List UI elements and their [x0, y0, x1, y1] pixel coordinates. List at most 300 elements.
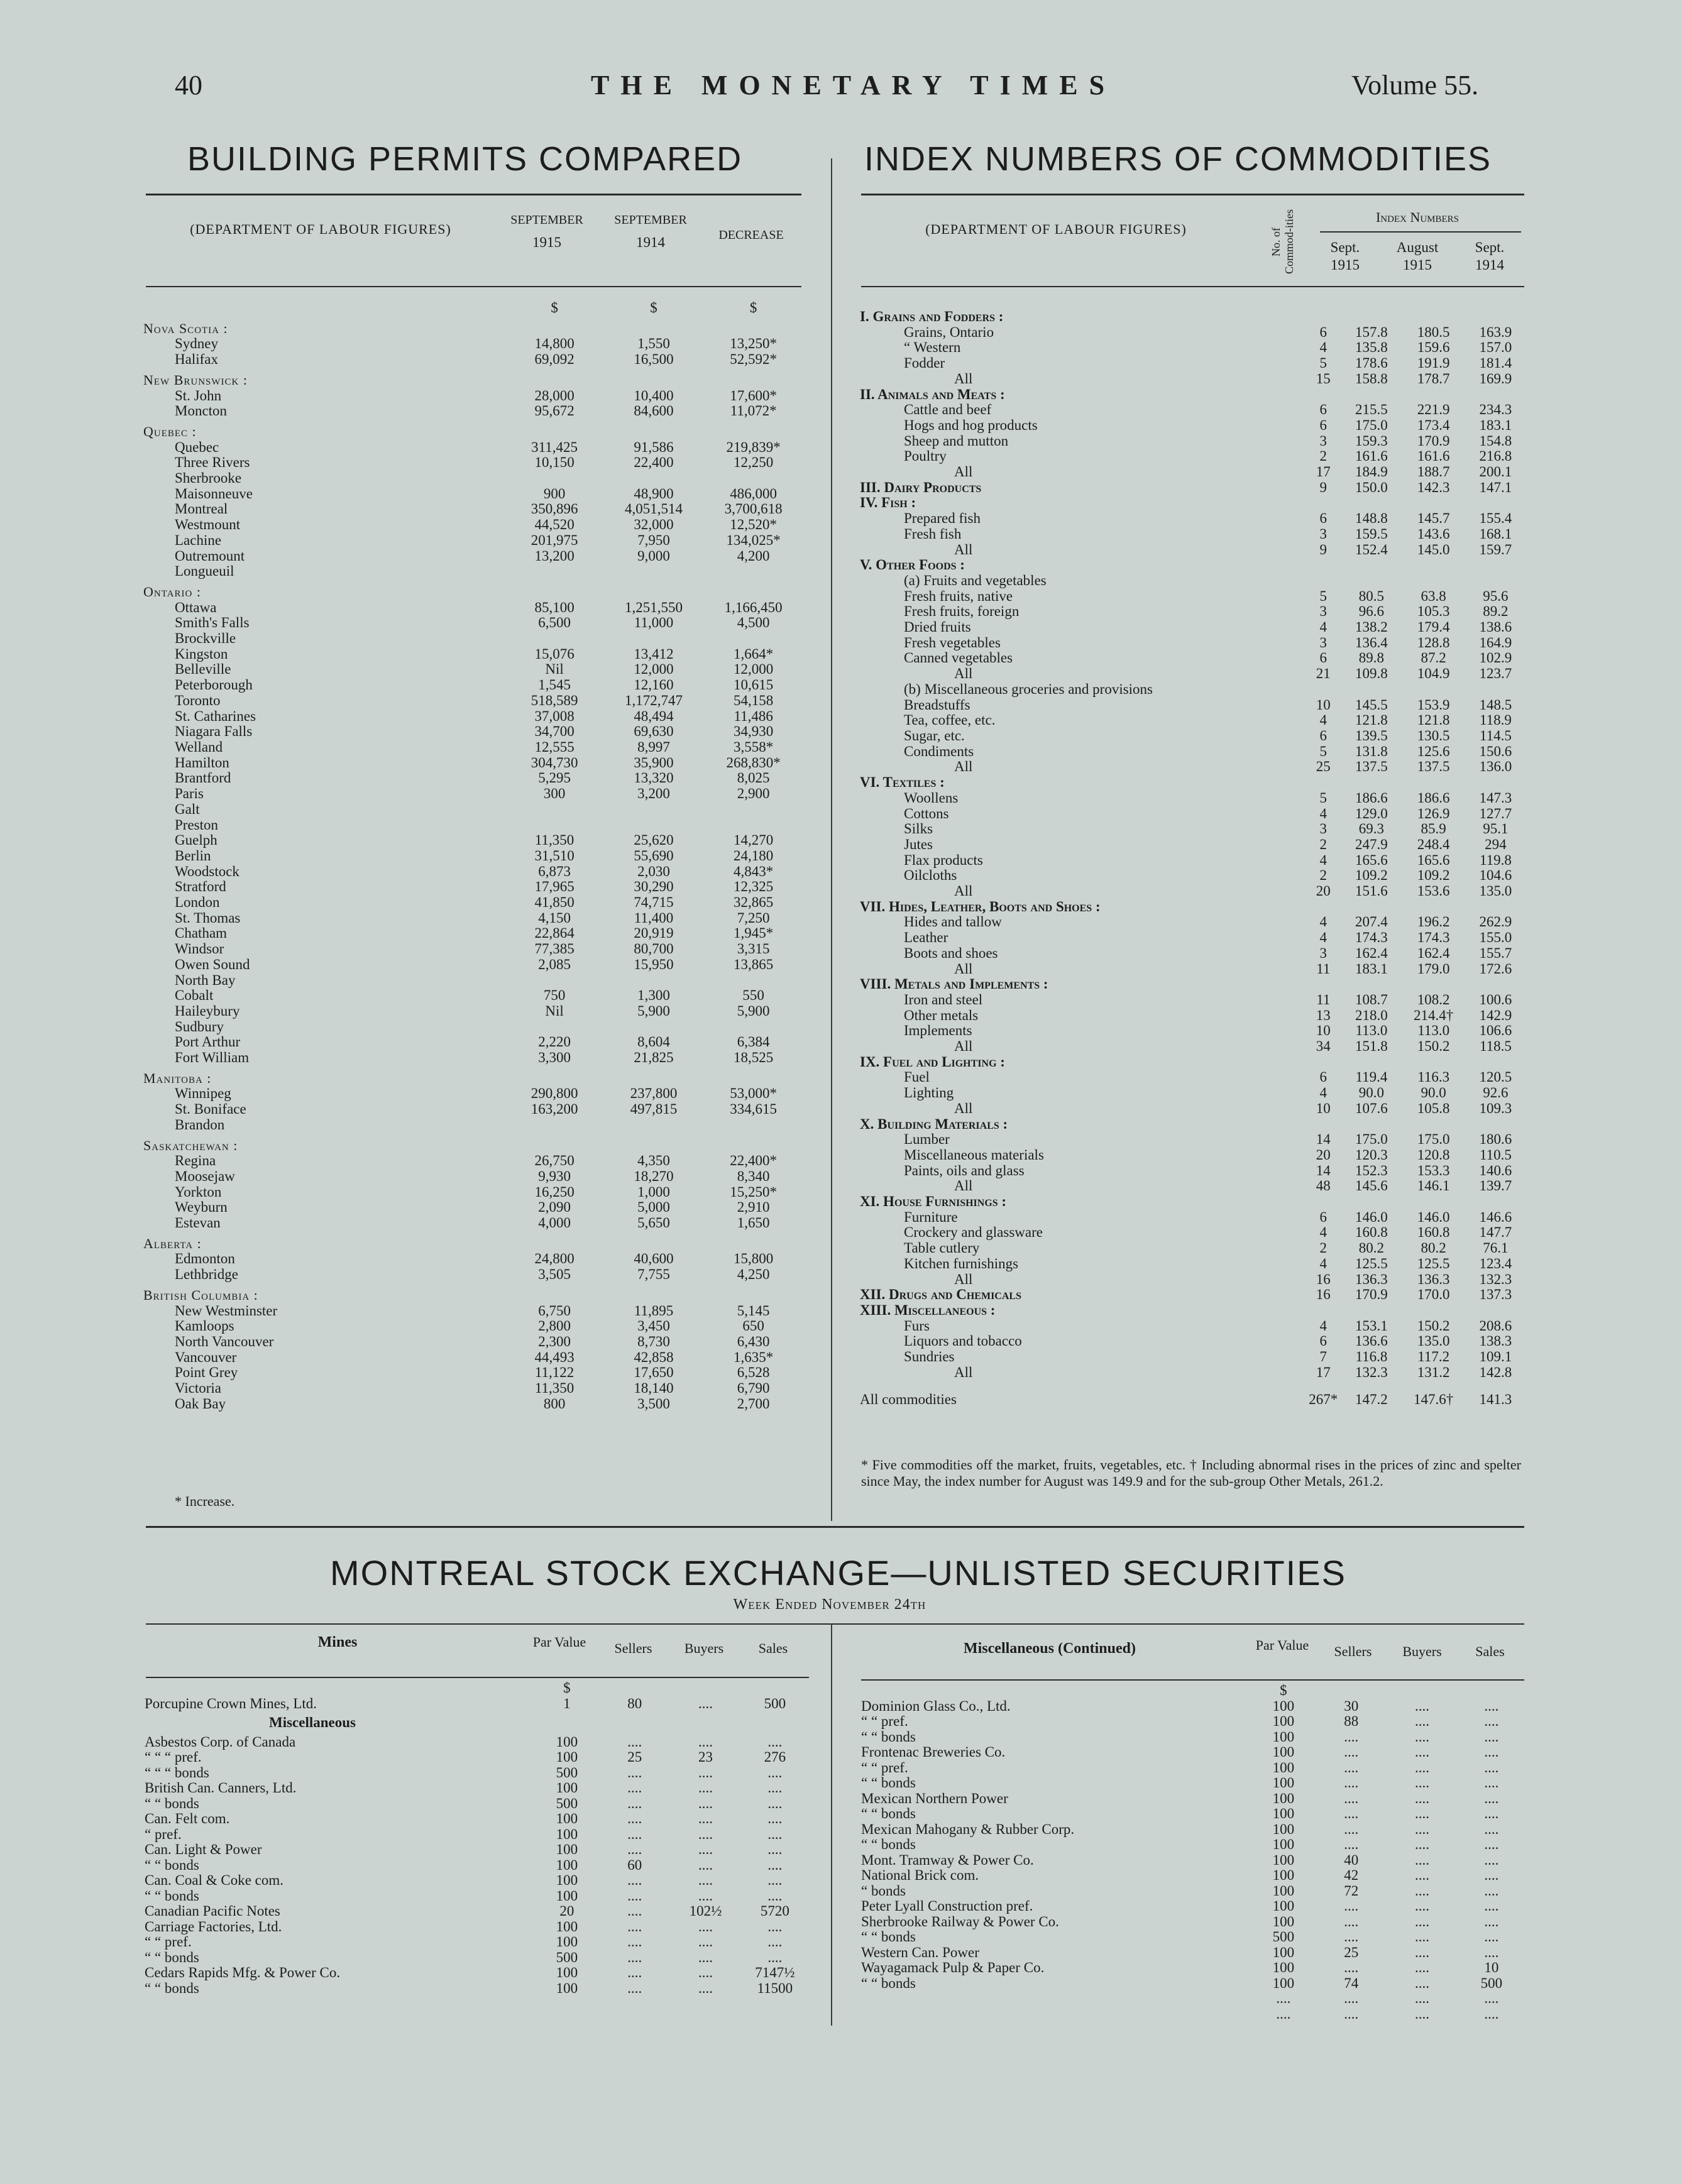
commodity-name: IV. Fish : — [860, 495, 916, 511]
aug-1915-index — [1402, 977, 1465, 992]
commodity-name: All — [954, 1039, 973, 1055]
commodity-count — [1305, 775, 1341, 791]
sept-1915-value: 95,672 — [534, 403, 574, 419]
par-value: 20 — [559, 1903, 574, 1919]
decrease-value — [703, 631, 803, 647]
security-name: Wayagamack Pulp & Paper Co. — [861, 1960, 1045, 1975]
commodity-count: 7 — [1319, 1349, 1327, 1365]
ix-source-label: (DEPARTMENT OF LABOUR FIGURES) — [925, 221, 1187, 237]
city-name: Moncton — [175, 403, 228, 419]
city-name: Moosejaw — [175, 1168, 235, 1184]
decrease-value: 268,830* — [726, 754, 781, 771]
sellers-value: .... — [627, 1903, 642, 1919]
sx-security-row — [143, 1735, 810, 1750]
sept-1915-value: 4,150 — [538, 909, 571, 926]
security-name: “ “ bonds — [145, 1888, 199, 1904]
sept-1914-value: 13,412 — [634, 645, 674, 662]
sept-1914-index: 168.1 — [1479, 525, 1512, 542]
sept-1915-index: 138.2 — [1355, 619, 1388, 635]
sept-1915-value: 26,750 — [534, 1153, 574, 1169]
security-name: Can. Light & Power — [145, 1842, 262, 1857]
sx-security-row — [860, 1683, 1526, 1699]
city-name: Regina — [175, 1153, 216, 1169]
city-name: Point Grey — [175, 1365, 238, 1381]
ix-no-commodities-head: No. of Commod-ities — [1270, 209, 1295, 275]
decrease-value: 334,615 — [730, 1101, 778, 1117]
decrease-value: 134,025* — [726, 532, 781, 548]
ix-commodity-row — [860, 713, 1526, 728]
ix-group-heading — [860, 309, 1526, 325]
commodity-name: Breadstuffs — [904, 697, 970, 713]
security-name: Sherbrooke Railway & Power Co. — [861, 1914, 1059, 1929]
commodity-count: 4 — [1319, 1255, 1327, 1271]
decrease-value: 4,250 — [737, 1266, 770, 1283]
sales-value: .... — [767, 1811, 783, 1826]
decrease-value: 2,900 — [737, 786, 770, 802]
buyers-value: 23 — [698, 1749, 713, 1765]
sept-1914-value: 32,000 — [634, 517, 674, 533]
ix-commodity-row — [860, 340, 1526, 356]
ix-commodity-row — [860, 1365, 1526, 1381]
city-name: Peterborough — [175, 678, 253, 693]
sept-1914-value: 4,350 — [637, 1153, 670, 1169]
bp-city-row — [143, 786, 803, 802]
aug-1915-index: 143.6 — [1417, 525, 1450, 542]
ix-commodity-row — [860, 946, 1526, 962]
city-name: Oak Bay — [175, 1396, 226, 1412]
aug-1915-index: 87.2 — [1421, 650, 1446, 666]
sx-security-row — [860, 1884, 1526, 1899]
bp-city-row — [143, 1019, 803, 1035]
commodity-name: (a) Fruits and vegetables — [904, 573, 1047, 588]
sellers-value: .... — [627, 1949, 642, 1965]
buyers-value: .... — [1414, 1898, 1429, 1914]
commodity-count: 4 — [1319, 930, 1327, 946]
sept-1915-index: 137.5 — [1355, 759, 1388, 775]
aug-1915-index — [1402, 775, 1465, 791]
sales-value — [1457, 1683, 1526, 1699]
sales-value: .... — [1484, 1913, 1499, 1929]
sx-divider — [831, 1623, 832, 2026]
title-rule — [146, 194, 801, 195]
bp-city-row — [143, 678, 803, 693]
aug-1915-index: 145.7 — [1417, 510, 1450, 527]
sept-1915-index: 131.8 — [1355, 743, 1388, 759]
par-value: 100 — [556, 1780, 578, 1796]
commodity-count: 4 — [1319, 914, 1327, 930]
sept-1915-index: 120.3 — [1355, 1146, 1388, 1163]
buyers-value — [1387, 1683, 1456, 1699]
sellers-value: .... — [1344, 1806, 1359, 1821]
sept-1915-value: 3,505 — [538, 1266, 571, 1283]
decrease-value: 2,700 — [737, 1395, 770, 1412]
commodity-name: Canned vegetables — [904, 650, 1013, 666]
sept-1915-index — [1341, 775, 1402, 791]
aug-1915-index: 104.9 — [1417, 666, 1450, 682]
sx-sales-head: Sales — [758, 1640, 788, 1656]
province-name: British Columbia : — [143, 1287, 258, 1303]
sept-1914-index: 139.7 — [1479, 1178, 1512, 1194]
buyers-value: .... — [698, 1965, 713, 1980]
sept-1915-index: 80.2 — [1358, 1240, 1385, 1256]
sept-1915-index: 146.0 — [1355, 1209, 1388, 1225]
decrease-value: 1,650 — [737, 1215, 770, 1231]
sept-1915-index: 162.4 — [1355, 945, 1388, 961]
par-value: 500 — [556, 1764, 578, 1781]
sept-1914-index: 142.8 — [1479, 1364, 1512, 1380]
sept-1914-value: 40,600 — [634, 1251, 674, 1267]
sept-1914-value — [604, 1019, 704, 1035]
bp-city-row — [143, 864, 803, 880]
commodity-count — [1305, 1117, 1341, 1133]
sx-sellers-head-right: Sellers — [1334, 1643, 1372, 1659]
city-name: Guelph — [175, 833, 217, 848]
bp-province-heading — [143, 316, 803, 337]
par-value: 100 — [556, 1872, 578, 1888]
sellers-value: .... — [627, 1965, 642, 1980]
city-name: Welland — [175, 739, 223, 755]
sept-1915-index — [1341, 495, 1402, 511]
commodity-name: Fresh fruits, native — [904, 588, 1013, 604]
aug-1915-index: 137.5 — [1417, 759, 1450, 775]
sept-1914-value: 11,000 — [634, 615, 674, 631]
commodity-name: Other metals — [904, 1007, 979, 1023]
security-name — [143, 1681, 536, 1696]
commodity-name: VIII. Metals and Implements : — [860, 977, 1048, 992]
bp-city-row — [143, 1350, 803, 1366]
commodity-count: 20 — [1316, 883, 1331, 899]
commodity-count — [1305, 309, 1341, 325]
sept-1914-index: 132.3 — [1479, 1271, 1512, 1287]
sept-1914-value: 7,950 — [637, 532, 670, 548]
aug-1915-index: 146.0 — [1417, 1209, 1450, 1225]
par-value: 100 — [1272, 1852, 1295, 1868]
sept-1914-index: 114.5 — [1479, 727, 1512, 744]
bp-currency-symbol: $ — [551, 300, 558, 316]
city-name: Sherbrooke — [175, 471, 242, 486]
sept-1915-value: 31,510 — [534, 847, 574, 864]
decrease-value: 15,250* — [730, 1183, 778, 1200]
commodity-count: 6 — [1319, 1069, 1327, 1085]
sept-1914-index: 102.9 — [1479, 650, 1512, 666]
sept-1915-value: 518,589 — [530, 692, 578, 708]
sept-1915-value: 2,800 — [538, 1318, 571, 1334]
sept-1914-index: 142.9 — [1479, 1007, 1512, 1023]
decrease-value: 11,486 — [734, 708, 773, 724]
bp-city-row — [143, 600, 803, 616]
sept-1915-value: 16,250 — [534, 1183, 574, 1200]
sept-1915-index: 151.8 — [1355, 1038, 1388, 1055]
sept-1915-value: 163,200 — [530, 1101, 578, 1117]
city-name: Chatham — [175, 926, 228, 941]
aug-1915-index: 105.3 — [1417, 603, 1450, 620]
decrease-value: 6,790 — [737, 1380, 770, 1397]
sept-1915-index: 161.6 — [1355, 448, 1388, 464]
sellers-value: 25 — [627, 1749, 642, 1765]
decrease-value: 3,558* — [734, 738, 774, 755]
commodity-count — [1305, 495, 1341, 511]
security-name: “ “ bonds — [861, 1929, 916, 1945]
bp-city-row — [143, 1397, 803, 1412]
bp-city-row — [143, 455, 803, 471]
sellers-value: .... — [627, 1826, 642, 1842]
bp-city-row — [143, 911, 803, 926]
sept-1915-index: 160.8 — [1355, 1224, 1388, 1241]
sept-1914-value: 35,900 — [634, 754, 674, 771]
commodity-name: Paints, oils and glass — [904, 1163, 1025, 1178]
sept-1915-index — [1341, 1194, 1402, 1210]
commodity-count: 14 — [1316, 1162, 1331, 1178]
sales-value — [740, 1681, 810, 1696]
commodity-count — [1305, 557, 1341, 573]
security-name: Mexican Northern Power — [861, 1791, 1008, 1806]
sept-1915-value — [505, 1117, 604, 1133]
sept-1914-index — [1465, 1117, 1526, 1133]
security-name: Can. Felt com. — [145, 1811, 230, 1826]
decrease-value — [703, 1117, 803, 1133]
aug-1915-index: 221.9 — [1417, 402, 1450, 418]
aug-1915-index: 150.2 — [1417, 1317, 1450, 1334]
city-name: Quebec — [175, 439, 219, 455]
commodity-count: 34 — [1316, 1038, 1331, 1055]
sx-right-name-head: Miscellaneous (Continued) — [963, 1640, 1136, 1657]
ix-commodity-row — [860, 371, 1526, 387]
commodity-name: Fresh vegetables — [904, 635, 1001, 650]
sept-1915-index — [1341, 573, 1402, 589]
province-name: Saskatchewan : — [143, 1137, 238, 1153]
sept-1915-index: 215.5 — [1355, 402, 1388, 418]
sales-value: 276 — [764, 1749, 786, 1765]
commodity-name: Furs — [904, 1318, 930, 1334]
sept-1914-index: 119.8 — [1479, 852, 1512, 868]
sept-1915-index: 207.4 — [1355, 914, 1388, 930]
city-name: Cobalt — [175, 988, 214, 1004]
commodity-count: 4 — [1319, 712, 1327, 728]
sept-1914-index: 169.9 — [1479, 370, 1512, 387]
security-name: Mont. Tramway & Power Co. — [861, 1852, 1034, 1868]
commodity-count: 5 — [1319, 588, 1327, 604]
bp-city-row — [143, 403, 803, 419]
aug-1915-index: 150.2 — [1417, 1038, 1450, 1055]
sept-1915-value — [505, 802, 604, 818]
commodity-count: 2 — [1319, 836, 1327, 852]
sept-1915-value: Nil — [545, 1002, 564, 1019]
aug-1915-index: 90.0 — [1421, 1085, 1446, 1101]
sellers-value — [1315, 1683, 1387, 1699]
city-name: Fort William — [175, 1050, 250, 1066]
commodity-name: Fresh fruits, foreign — [904, 604, 1020, 620]
sept-1914-value: 5,900 — [637, 1002, 670, 1019]
commodity-name: All — [954, 371, 973, 387]
bp-city-row — [143, 1153, 803, 1169]
bp-city-row — [143, 755, 803, 771]
column-divider — [831, 158, 832, 1521]
commodity-name: Silks — [904, 821, 933, 837]
sx-security-row — [860, 1853, 1526, 1868]
sept-1914-value: 11,400 — [634, 909, 674, 926]
sept-1915-value: 11,350 — [534, 832, 574, 848]
bp-city-row — [143, 988, 803, 1004]
sept-1914-index: 118.5 — [1479, 1038, 1512, 1055]
ix-commodity-row — [860, 650, 1526, 666]
commodity-name: Liquors and tobacco — [904, 1334, 1022, 1349]
city-name: Lethbridge — [175, 1267, 238, 1283]
commodity-count: 6 — [1319, 417, 1327, 433]
par-value: 100 — [1272, 1836, 1295, 1852]
sx-left-head-rule — [146, 1677, 809, 1678]
sx-sellers-head: Sellers — [614, 1640, 652, 1656]
security-name — [860, 1683, 1252, 1699]
decrease-value — [703, 802, 803, 818]
sellers-value: .... — [1344, 2006, 1359, 2022]
ix-commodity-row — [860, 992, 1526, 1008]
commodity-name: Poultry — [904, 449, 947, 464]
commodity-count: 17 — [1316, 1364, 1331, 1380]
commodity-name: Grains, Ontario — [904, 324, 994, 340]
aug-1915-index: 130.5 — [1417, 727, 1450, 744]
decrease-value: 24,180 — [734, 847, 774, 864]
sx-security-row — [860, 1775, 1526, 1791]
city-name: Ottawa — [175, 600, 217, 615]
city-name: Sudbury — [175, 1019, 224, 1034]
sept-1915-index: 135.8 — [1355, 339, 1388, 356]
commodity-count — [1305, 682, 1341, 698]
sept-1914-index — [1465, 775, 1526, 791]
sx-security-row — [143, 1765, 810, 1781]
commodity-name: V. Other Foods : — [860, 557, 965, 573]
sept-1915-index: 132.3 — [1355, 1364, 1388, 1380]
sept-1915-index: 152.4 — [1355, 541, 1388, 557]
sept-1915-value: 290,800 — [530, 1085, 578, 1102]
bp-city-row — [143, 533, 803, 549]
sx-security-row — [143, 1681, 810, 1696]
decrease-value: 1,945* — [734, 925, 774, 941]
sept-1915-value: 28,000 — [534, 387, 574, 403]
security-name: Porcupine Crown Mines, Ltd. — [145, 1696, 317, 1711]
sales-value: .... — [767, 1841, 783, 1857]
decrease-value: 3,315 — [737, 941, 770, 957]
bp-city-row — [143, 615, 803, 631]
decrease-value: 4,843* — [734, 863, 774, 879]
sept-1915-value: 2,090 — [538, 1199, 571, 1215]
sept-1914-value — [604, 818, 704, 833]
sept-1914-value: 3,500 — [637, 1395, 670, 1412]
par-value: 100 — [556, 1749, 578, 1765]
sx-buyers-head: Buyers — [684, 1640, 724, 1656]
city-name: Brandon — [175, 1117, 225, 1133]
decrease-value — [703, 973, 803, 989]
city-name: Victoria — [175, 1381, 221, 1397]
commodity-count — [1305, 977, 1341, 992]
bp-city-row — [143, 724, 803, 740]
bp-city-row — [143, 926, 803, 941]
sales-value: .... — [1484, 1728, 1499, 1745]
sept-1915-index: 89.8 — [1358, 650, 1385, 666]
commodity-count: 11 — [1316, 991, 1331, 1007]
buyers-value: .... — [698, 1826, 713, 1842]
commodity-name: II. Animals and Meats : — [860, 387, 1005, 402]
sellers-value: .... — [1344, 1821, 1359, 1837]
security-name: Asbestos Corp. of Canada — [145, 1734, 296, 1750]
sept-1915-value: 4,000 — [538, 1215, 571, 1231]
security-name: Carriage Factories, Ltd. — [145, 1919, 282, 1934]
sx-par-head-right: Par Value — [1255, 1637, 1309, 1653]
sept-1915-value: 6,500 — [538, 615, 571, 631]
sept-1914-index: 155.4 — [1479, 510, 1512, 527]
decrease-value: 12,520* — [730, 517, 778, 533]
buyers-value: .... — [1414, 1806, 1429, 1821]
bp-city-row — [143, 1004, 803, 1019]
sales-value: .... — [1484, 1806, 1499, 1821]
city-name: Haileybury — [175, 1003, 240, 1019]
aug-1915-index: 153.3 — [1417, 1162, 1450, 1178]
aug-1915-index — [1402, 309, 1465, 325]
sx-security-row — [860, 1730, 1526, 1745]
commodity-name: Dried fruits — [904, 620, 971, 635]
sept-1915-value: 750 — [543, 987, 566, 1004]
bp-city-row — [143, 1319, 803, 1334]
sept-1914-index: 136.0 — [1479, 759, 1512, 775]
sept-1915-value: 22,864 — [534, 925, 574, 941]
sept-1914-index: 216.8 — [1479, 448, 1512, 464]
sept-1915-value: 44,520 — [534, 517, 574, 533]
sx-security-row — [860, 1806, 1526, 1822]
commodity-count: 10 — [1316, 1023, 1331, 1039]
security-name: Canadian Pacific Notes — [145, 1904, 280, 1919]
ix-commodity-row — [860, 698, 1526, 713]
sales-value: .... — [1484, 1790, 1499, 1806]
ix-commodity-row — [860, 356, 1526, 371]
sept-1915-index — [1341, 309, 1402, 325]
commodity-name: Prepared fish — [904, 511, 981, 527]
decrease-value: 8,025 — [737, 770, 770, 786]
buyers-value — [671, 1681, 740, 1696]
commodity-name: Leather — [904, 930, 948, 946]
sx-security-row — [143, 1811, 810, 1827]
sept-1915-index — [1341, 682, 1402, 698]
decrease-value: 5,900 — [737, 1002, 770, 1019]
sx-security-row — [860, 2007, 1526, 2022]
decrease-value: 13,250* — [730, 336, 778, 352]
ix-commodity-row — [860, 1272, 1526, 1288]
commodity-name: Jutes — [904, 837, 933, 852]
sept-1914-value: 17,650 — [634, 1364, 674, 1381]
sept-1915-index: 109.2 — [1355, 867, 1388, 884]
ix-commodity-row — [860, 728, 1526, 744]
city-name: Smith's Falls — [175, 615, 250, 631]
ix-commodity-row — [860, 682, 1526, 698]
sept-1915-value: 1,545 — [538, 677, 571, 693]
sept-1915-value: 77,385 — [534, 941, 574, 957]
commodity-count: 6 — [1319, 324, 1327, 340]
buyers-value: .... — [1414, 1975, 1429, 1991]
commodity-count: 16 — [1316, 1271, 1331, 1287]
sx-security-row — [860, 1714, 1526, 1730]
ix-commodity-row — [860, 759, 1526, 775]
aug-1915-index: 80.2 — [1421, 1240, 1446, 1256]
aug-1915-index: 126.9 — [1417, 805, 1450, 821]
stock-exchange-title: MONTREAL STOCK EXCHANGE—UNLISTED SECURITIES — [330, 1553, 1346, 1593]
total-a: 147.2 — [1355, 1391, 1388, 1407]
ix-group-rule — [1320, 231, 1521, 233]
building-permits-table — [143, 300, 803, 1412]
commodity-count: 3 — [1319, 821, 1327, 837]
sx-security-row — [143, 1934, 810, 1950]
buyers-value: .... — [1414, 1990, 1429, 2006]
commodity-name: Flax products — [904, 852, 983, 868]
sales-value: .... — [767, 1934, 783, 1950]
decrease-value: 2,910 — [737, 1199, 770, 1215]
